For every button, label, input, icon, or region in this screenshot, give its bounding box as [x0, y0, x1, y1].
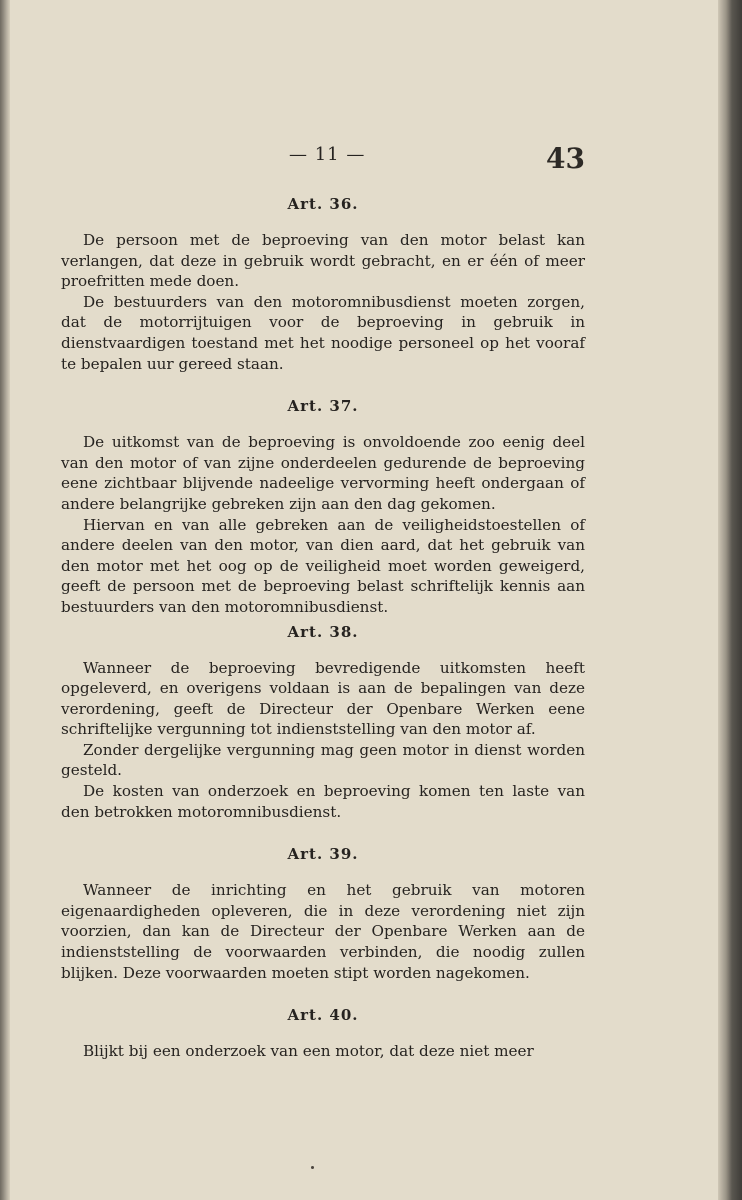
page-sheet: [10, 0, 718, 1200]
paragraph: Zonder dergelijke vergunning mag geen motor in dienst worden gesteld.: [61, 740, 585, 780]
book-gutter: [0, 0, 10, 1200]
article-heading: Art. 40.: [287, 1006, 359, 1025]
article-39: [61, 844, 585, 983]
handwritten-page-number: 43: [546, 142, 585, 175]
article-heading: Art. 39.: [287, 845, 359, 864]
paragraph: Wanneer de beproeving bevredigende uitkomsten heeft opgeleverd, en overigens voldaan is aan de bepalingen van deze verordening, geeft de Directeur der Openbare Werken eene schriftelijke vergunning tot indienststelling van den motor af.: [61, 658, 585, 739]
paragraph: De uitkomst van de beproeving is onvoldoende zoo eenig deel van den motor of van zijne onderdeelen gedurende de beproeving eene zichtbaar blijvende nadeelige vervorming heeft ondergaan of andere belangrijke gebreken zijn aan den dag gekomen.: [61, 433, 585, 513]
paragraph: Wanneer de inrichting en het gebruik van motoren eigenaardigheden opleveren, die in deze verordening niet zijn voorzien, dan kan de Directeur der Openbare Werken aan de indienststelling de voorwaarden verbinden, die noodig zullen blijken. Deze voorwaarden moeten stipt worden nagekomen.: [61, 881, 585, 982]
article-heading: Art. 36.: [287, 195, 359, 213]
printed-page-folio: — 11 —: [289, 144, 366, 165]
page-edge-shadow: [718, 0, 742, 1200]
article-heading: Art. 37.: [287, 397, 359, 416]
paragraph: De kosten van onderzoek en beproeving komen ten laste van den betrokken motoromnibusdienst.: [61, 782, 585, 821]
paragraph: Blijkt bij een onderzoek van een motor, dat deze niet meer: [83, 1042, 534, 1061]
page-text: [61, 138, 585, 1062]
article-37: [61, 396, 585, 617]
paragraph: Hiervan en van alle gebreken aan de veiligheidstoestellen of andere deelen van den motor, van dien aard, dat het gebruik van den motor met het oog op de veiligheid moet worden geweigerd, geeft de persoon met de beproeving belast schriftelijk kennis aan bestuurders van den motoromnibusdienst.: [61, 515, 585, 616]
article-36: [61, 194, 585, 374]
page-header: [61, 138, 585, 194]
paragraph: De persoon met de beproeving van den motor belast kan verlangen, dat deze in gebruik wordt gebracht, en er één of meer proefritten mede doen.: [61, 231, 585, 291]
ink-speck: [311, 1166, 314, 1169]
article-38: [61, 622, 585, 823]
article-heading: Art. 38.: [287, 622, 359, 641]
paragraph: De bestuurders van den motoromnibusdienst moeten zorgen, dat de motorrijtuigen voor de beproeving in gebruik in dienstvaardigen toestand met het noodige personeel op het vooraf te bepalen uur gereed staan.: [61, 292, 585, 373]
article-40: [61, 1005, 585, 1062]
